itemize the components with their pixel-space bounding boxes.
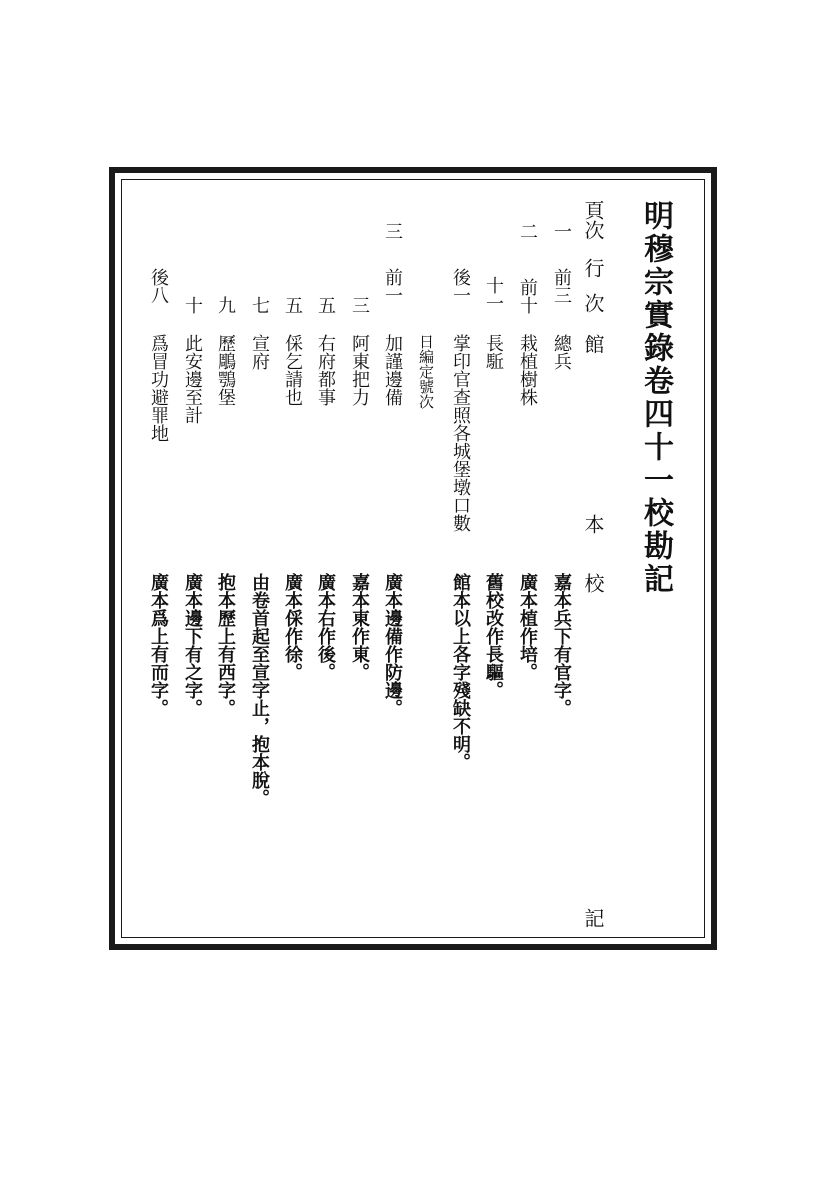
entry-line: 後八 xyxy=(148,268,169,304)
inner-border xyxy=(121,179,705,938)
entry-page: 一 xyxy=(551,222,572,240)
page-frame xyxy=(109,167,717,950)
header-collation-label: 本 xyxy=(581,514,605,534)
header-jiao-label: 校 xyxy=(581,573,605,593)
entry-line: 前三 xyxy=(551,268,572,304)
entry-text: 倸乞請也 xyxy=(282,334,303,406)
entry-line: 九 xyxy=(215,296,236,314)
entry-page: 二 xyxy=(517,222,538,240)
entry-text-continuation: 日編定號次 xyxy=(417,334,435,409)
entry-line: 五 xyxy=(315,296,336,314)
entry-note: 由卷首起至宣字止，抱本脫。 xyxy=(249,573,270,807)
entry-note: 廣本植作培。 xyxy=(517,573,538,681)
entry-note: 抱本歷上有西字。 xyxy=(215,573,236,717)
entry-line: 三 xyxy=(349,296,370,314)
entry-line: 五 xyxy=(282,296,303,314)
entry-note: 廣本倸作徐。 xyxy=(282,573,303,681)
entry-note: 廣本邊備作防邊。 xyxy=(382,573,403,717)
entry-text: 爲冒功避罪地 xyxy=(148,334,169,442)
entry-text: 加謹邊備 xyxy=(382,334,403,406)
entry-note: 廣本邊下有之字。 xyxy=(182,573,203,717)
entry-line: 前一 xyxy=(382,268,403,304)
entry-text: 宣府 xyxy=(249,334,270,370)
entry-line: 十一 xyxy=(483,276,504,312)
header-ji-label: 記 xyxy=(581,908,605,928)
entry-note: 館本以上各字殘缺不明。 xyxy=(450,573,471,771)
entry-line: 後一 xyxy=(450,268,471,304)
document-title: 明穆宗實錄卷四十一校勘記 xyxy=(638,200,673,596)
entry-note: 嘉本兵下有官字。 xyxy=(551,573,572,717)
entry-note: 舊校改作長驅。 xyxy=(483,573,504,699)
entry-line: 七 xyxy=(249,296,270,314)
entry-text: 總兵 xyxy=(551,334,572,370)
entry-note: 嘉本東作東。 xyxy=(349,573,370,681)
entry-text: 歷鵰鶚堡 xyxy=(215,334,236,406)
header-line-label: 行 xyxy=(581,258,605,278)
entry-text: 右府都事 xyxy=(315,334,336,406)
entry-line: 前十 xyxy=(517,278,538,314)
entry-text: 此安邊至計 xyxy=(182,334,203,424)
entry-note: 廣本爲上有而字。 xyxy=(148,573,169,717)
entry-page: 三 xyxy=(382,222,403,240)
entry-text: 栽植樹株 xyxy=(517,334,538,406)
entry-text: 阿東把力 xyxy=(349,334,370,406)
header-order-label: 次 xyxy=(581,293,605,313)
entry-line: 十 xyxy=(182,296,203,314)
header-edition-label: 館 xyxy=(581,334,605,354)
entry-text: 長駈 xyxy=(483,334,504,370)
entry-text: 掌印官查照各城堡墩口數 xyxy=(450,334,471,532)
header-page-label: 頁次 xyxy=(581,200,605,240)
entry-note: 廣本右作後。 xyxy=(315,573,336,681)
